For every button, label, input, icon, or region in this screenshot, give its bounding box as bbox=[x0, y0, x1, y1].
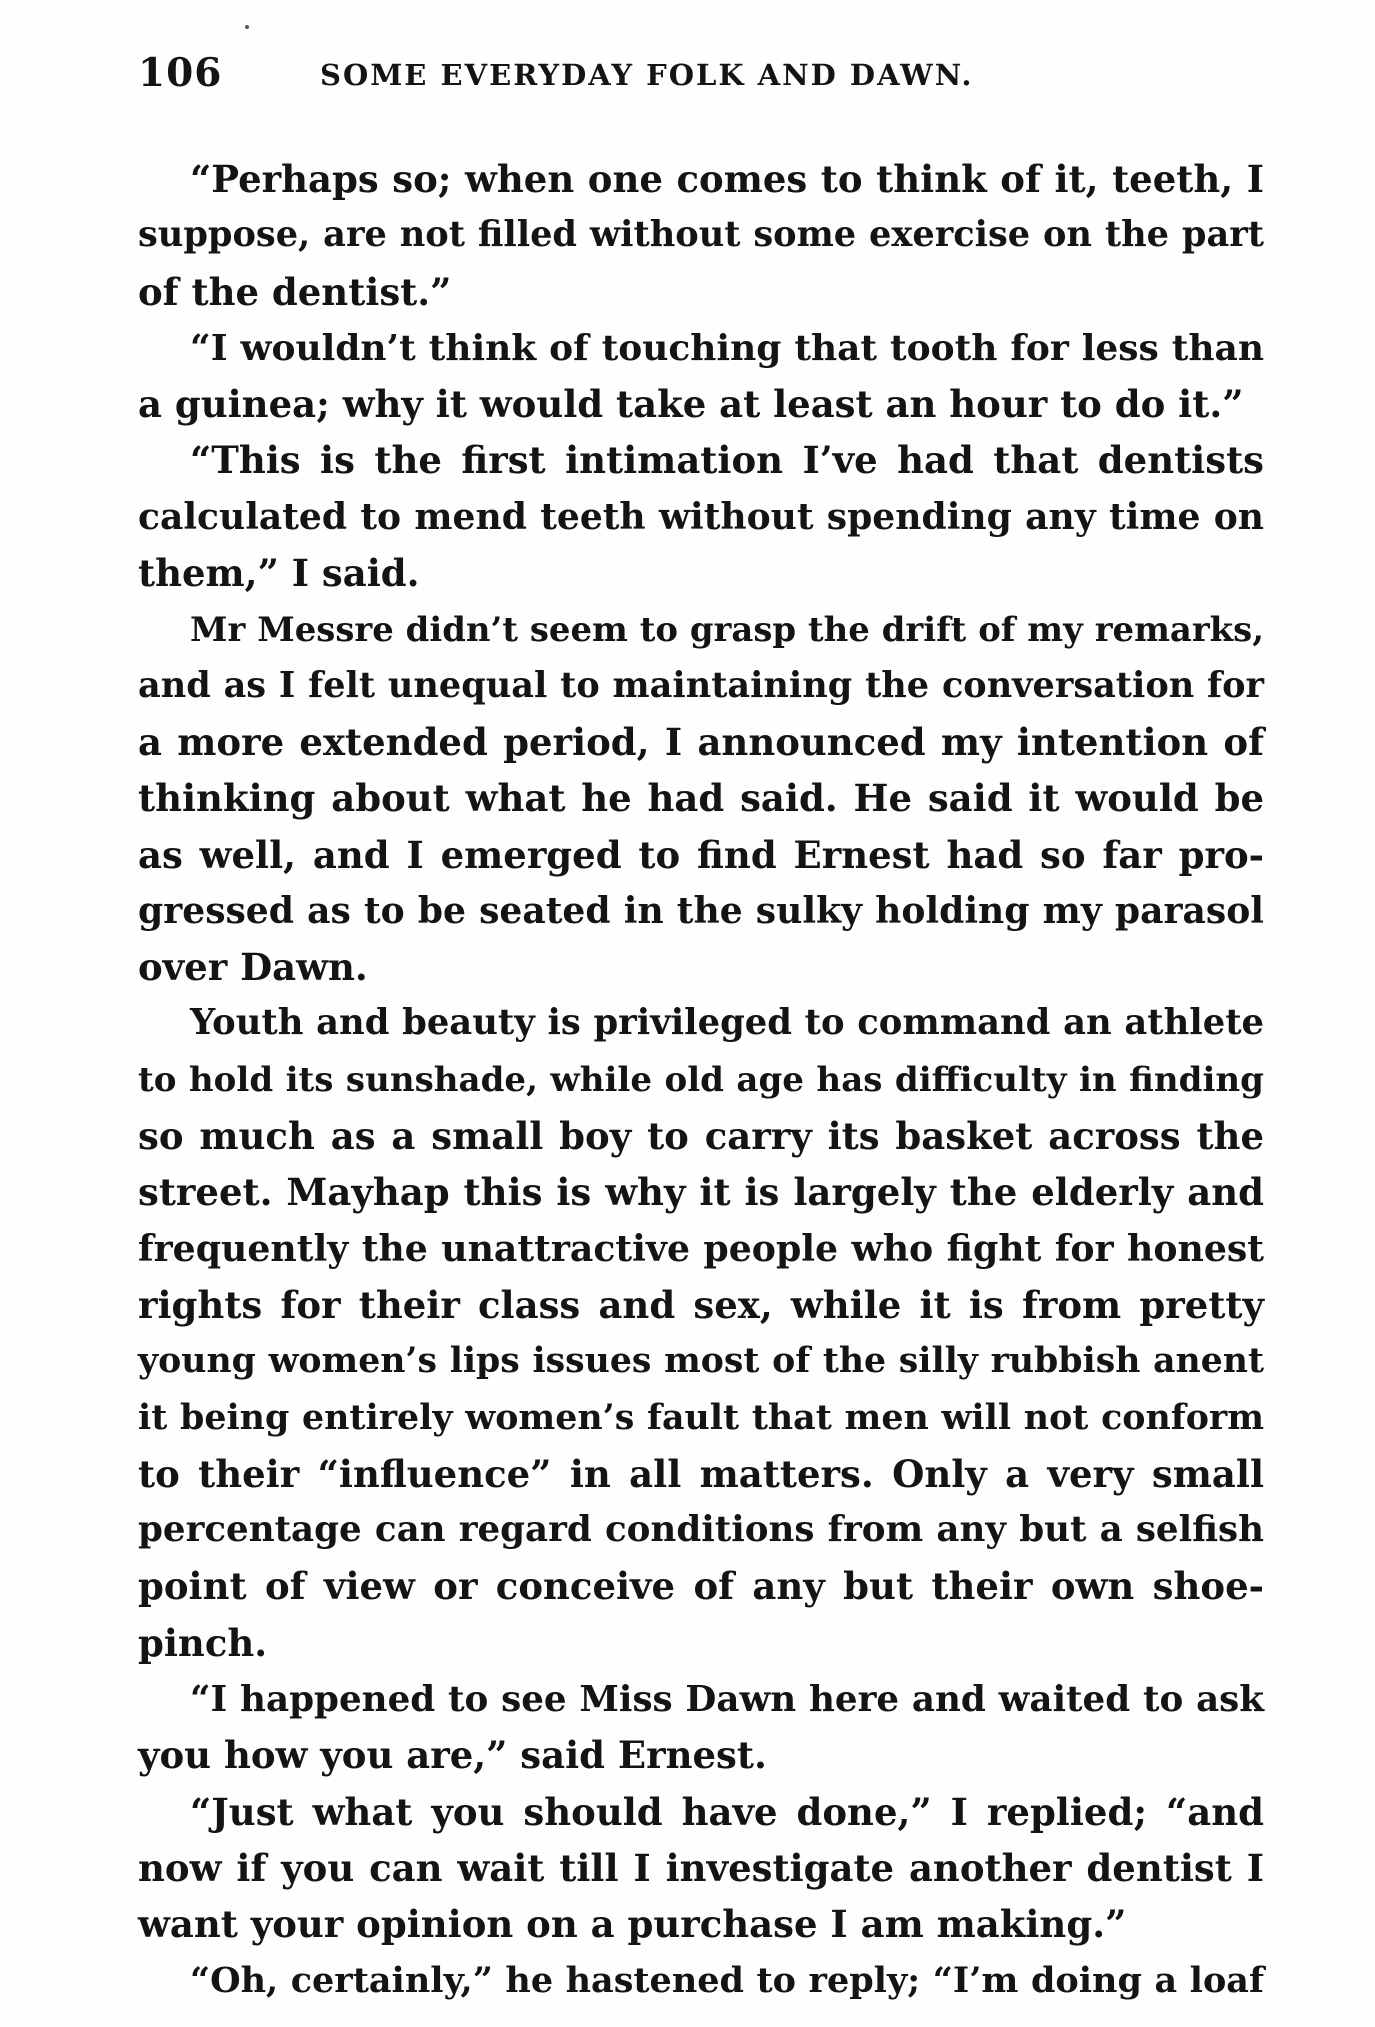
text-line: as well, and I emerged to find Ernest had so far pro- bbox=[138, 832, 1264, 877]
paragraph bbox=[138, 320, 1264, 433]
text-line: a more extended period, I announced my intention of bbox=[138, 719, 1264, 764]
paragraph bbox=[138, 1953, 1264, 2009]
text-line: “I happened to see Miss Dawn here and waited to ask bbox=[190, 1678, 1264, 1721]
text-line: you how you are,” said Ernest. bbox=[138, 1733, 767, 1778]
text-line: so much as a small boy to carry its basket across the bbox=[138, 1114, 1264, 1159]
text-line: rights for their class and sex, while it is from pretty bbox=[138, 1282, 1264, 1327]
paragraph bbox=[138, 151, 1264, 320]
text-line: a guinea; why it would take at least an hour to do it.” bbox=[138, 382, 1244, 427]
text-line: suppose, are not filled without some exercise on the part bbox=[138, 214, 1264, 256]
text-line: them,” I said. bbox=[138, 551, 420, 596]
text-line: frequently the unattractive people who fight for honest bbox=[138, 1226, 1264, 1270]
text-line: “I wouldn’t think of touching that tooth for less than bbox=[190, 326, 1264, 369]
text-line: want your opinion on a purchase I am making.” bbox=[138, 1902, 1127, 1947]
text-line: now if you can wait till I investigate another dentist I bbox=[138, 1845, 1264, 1890]
text-line: to hold its sunshade, while old age has difficulty in finding bbox=[138, 1059, 1264, 1100]
text-line: and as I felt unequal to maintaining the conversation for bbox=[138, 664, 1264, 706]
running-head bbox=[138, 50, 1268, 110]
text-line: gressed as to be seated in the sulky holding my parasol bbox=[138, 888, 1264, 932]
text-line: calculated to mend teeth without spending any time on bbox=[138, 494, 1264, 538]
paragraph bbox=[138, 1784, 1264, 1953]
paragraph bbox=[138, 601, 1264, 995]
text-line: young women’s lips issues most of the silly rubbish anent bbox=[138, 1340, 1264, 1382]
text-line: “Perhaps so; when one comes to think of it, teeth, I bbox=[190, 157, 1264, 201]
ink-speck bbox=[245, 25, 249, 29]
page-number: 106 bbox=[138, 50, 223, 96]
text-line: “This is the first intimation I’ve had that dentists bbox=[190, 438, 1264, 483]
paragraph bbox=[138, 432, 1264, 601]
text-line: street. Mayhap this is why it is largely the elderly and bbox=[138, 1170, 1264, 1215]
text-line: “Just what you should have done,” I replied; “and bbox=[190, 1789, 1264, 1834]
text-line: thinking about what he had said. He said it would be bbox=[138, 776, 1264, 821]
running-title: SOME EVERYDAY FOLK AND DAWN. bbox=[320, 58, 974, 92]
text-line: pinch. bbox=[138, 1620, 268, 1665]
text-line: it being entirely women’s fault that men will not conform bbox=[138, 1396, 1264, 1438]
text-line: percentage can regard conditions from any but a selfish bbox=[138, 1509, 1264, 1551]
text-line: “Oh, certainly,” he hastened to reply; “I’m doing a loaf bbox=[190, 1959, 1264, 2001]
text-line: of the dentist.” bbox=[138, 269, 452, 314]
text-line: point of view or conceive of any but their own shoe- bbox=[138, 1564, 1264, 1609]
text-line: Youth and beauty is privileged to command an athlete bbox=[190, 1002, 1264, 1044]
text-line: over Dawn. bbox=[138, 945, 368, 990]
text-line: Mr Messre didn’t seem to grasp the drift of my remarks, bbox=[190, 609, 1264, 650]
text-line: to their “influence” in all matters. Only a very small bbox=[138, 1451, 1264, 1496]
paragraph bbox=[138, 1671, 1264, 1784]
paragraph bbox=[138, 995, 1264, 1671]
body-text bbox=[138, 151, 1264, 2009]
